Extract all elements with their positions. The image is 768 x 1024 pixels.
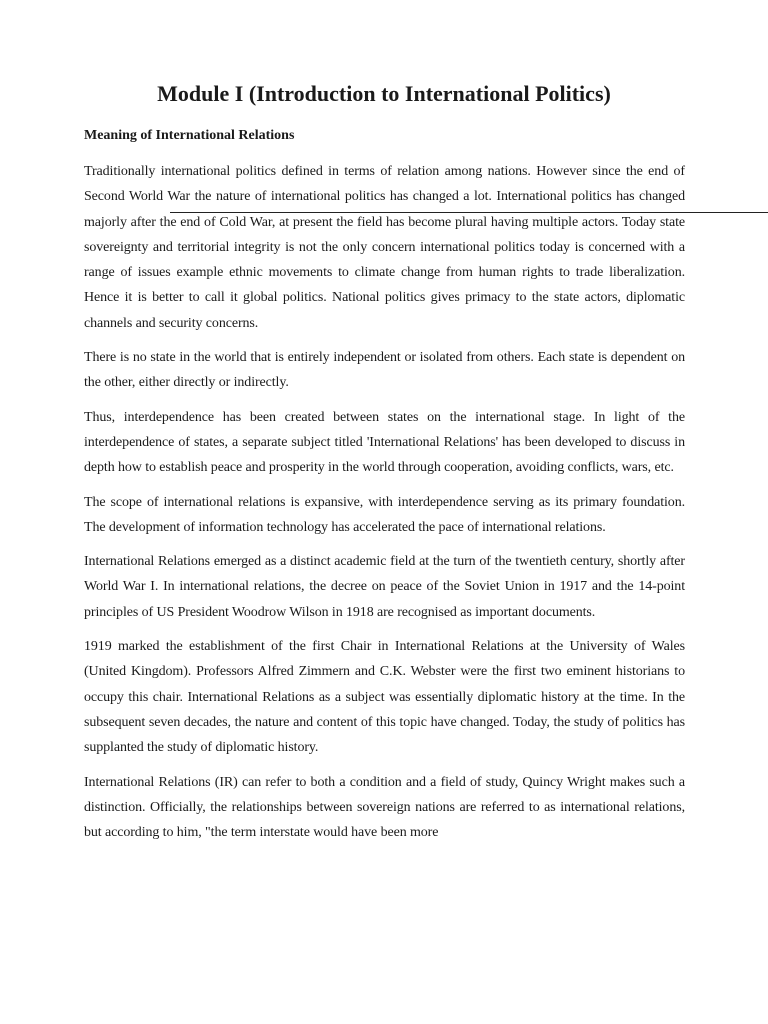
paragraph: Traditionally international politics defined in terms of relation among nations. However since the end of Second World War the nature of international politics has changed a lot. International politics has changed majorly after the end of Cold War, at present the field has become plural having multiple actors. Today state sovereignty and territorial integrity is not the only concern international politics today is concerned with a range of issues example ethnic movements to climate change from human rights to trade liberalization. Hence it is better to call it global politics. National politics gives primacy to the state actors, diplomatic channels and security concerns. [84,164,685,331]
paragraph: International Relations emerged as a distinct academic field at the turn of the twentieth century, shortly after World War I. In international relations, the decree on peace of the Soviet Union in 1917 and the 14-point principles of US President Woodrow Wilson in 1918 are recognised as important documents. [84,554,685,620]
paragraph: 1919 marked the establishment of the first Chair in International Relations at the University of Wales (United Kingdom). Professors Alfred Zimmern and C.K. Webster were the first two eminent historians to occupy this chair. International Relations as a subject was essentially diplomatic history at the time. In the subsequent seven decades, the nature and content of this topic have changed. Today, the study of politics has supplanted the study of diplomatic history. [84,639,685,756]
body-text [84,159,685,854]
paragraph: International Relations (IR) can refer to both a condition and a field of study, Quincy Wright makes such a distinction. Officially, the relationships between sovereign nations are referred to as international relations, but according to him, "the term interstate would have been more [84,774,685,841]
section-heading: Meaning of International Relations [84,128,295,143]
page-title: Module I (Introduction to International Politics) [157,81,611,106]
paragraph: The scope of international relations is expansive, with interdependence serving as its primary foundation. The development of information technology has accelerated the pace of international relations. [84,494,685,535]
paragraph: There is no state in the world that is entirely independent or isolated from others. Each state is dependent on the other, either directly or indirectly. [84,350,685,391]
paragraph: Thus, interdependence has been created between states on the international stage. In light of the interdependence of states, a separate subject titled 'International Relations' has been developed to discuss in depth how to establish peace and prosperity in the world through cooperation, avoiding conflicts, wars, etc. [84,409,685,476]
